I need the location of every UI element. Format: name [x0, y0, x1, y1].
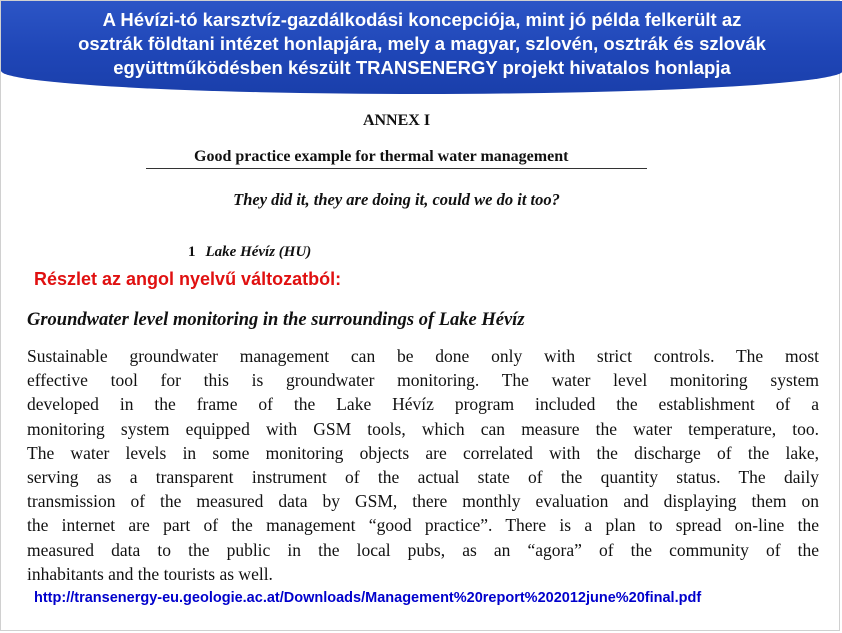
annex-excerpt-image — [146, 104, 647, 264]
body-line: the internet are part of the management “good practice”. There is a plan to spread on-line the — [27, 515, 819, 536]
body-line: transmission of the measured data by GSM, there monthly evaluation and displaying them on — [27, 491, 819, 512]
body-line: effective tool for this is groundwater monitoring. The water level monitoring system — [27, 370, 819, 391]
annex-item — [188, 244, 311, 261]
annex-subtitle: Good practice example for thermal water management — [194, 148, 569, 165]
body-line: measured data to the public in the local pubs, as an “agora” of the community of the — [27, 539, 819, 560]
body-line: Sustainable groundwater management can be done only with strict controls. The most — [27, 346, 819, 366]
body-line: serving as a transparent instrument of the actual state of the quantity status. The daily — [27, 466, 819, 487]
annex-title: ANNEX I — [362, 112, 431, 129]
annex-item-label: Lake Hévíz (HU) — [205, 244, 312, 260]
body-paragraph — [27, 344, 819, 586]
body-line: inhabitants and the tourists as well. — [27, 563, 273, 584]
banner-line-2: osztrák földtani intézet honlapjára, mely a magyar, szlovén, osztrák és szlovák — [78, 33, 766, 54]
source-link[interactable]: http://transenergy-eu.geologie.ac.at/Downloads/Management%20report%202012june%20final.pdf — [34, 590, 702, 606]
annex-item-number: 1 — [188, 244, 196, 260]
title-banner — [1, 1, 842, 94]
body-line: developed in the frame of the Lake Hévíz program included the establishment of a — [27, 394, 819, 415]
banner-line-1: A Hévízi-tó karsztvíz-gazdálkodási koncepciója, mint jó példa felkerült az — [102, 9, 742, 30]
excerpt-label: Részlet az angol nyelvű változatból: — [34, 269, 342, 289]
annex-divider — [146, 168, 647, 169]
annex-quote: They did it, they are doing it, could we do it too? — [233, 190, 560, 209]
section-heading: Groundwater level monitoring in the surroundings of Lake Hévíz — [27, 310, 525, 330]
body-line: monitoring system equipped with GSM tools, which can measure the water temperature, too. — [27, 418, 819, 439]
banner-line-3: együttműködésben készült TRANSENERGY projekt hivatalos honlapja — [113, 57, 731, 78]
body-line: The water levels in some monitoring objects are correlated with the discharge of the lake, — [27, 442, 819, 463]
